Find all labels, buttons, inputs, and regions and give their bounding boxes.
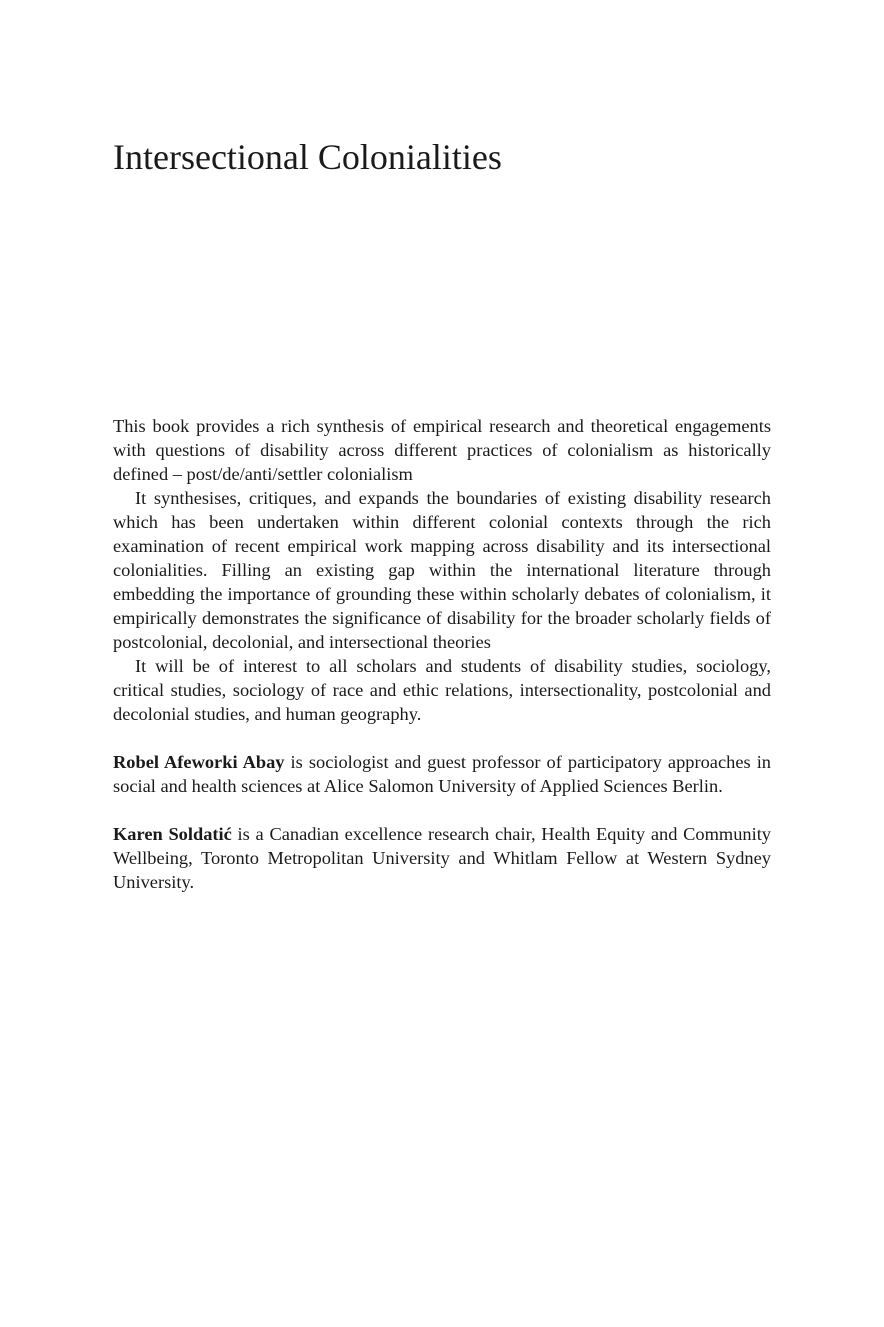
- author-bio-text-2: is a Canadian excellence research chair, Health Equity and Community Wellbeing, Toronto Metropolitan University and Whitlam Fellow at Western Sydney University.: [113, 824, 772, 892]
- description-paragraph-1: This book provides a rich synthesis of empirical research and theoretical engagements with questions of disability across different practices of colonialism as historically defined – post/de/anti/settler colonialism: [113, 416, 771, 484]
- description-paragraph-2: It synthesises, critiques, and expands the boundaries of existing disability research which has been undertaken within different colonial contexts through the rich examination of recent empirical work mapping across disability and its intersectional colonialities. Filling an existing gap within the international literature through embedding the importance of grounding these within scholarly debates of colonialism, it empirically demonstrates the significance of disability for the broader scholarly fields of postcolonial, decolonial, and intersectional theories: [113, 488, 771, 652]
- description-paragraph-3: It will be of interest to all scholars and students of disability studies, sociology, critical studies, sociology of race and ethic relations, intersectionality, postcolonial and decolonial studies, and human geography.: [113, 656, 771, 724]
- author-bio-text-1: is sociologist and guest professor of participatory approaches in social and health sciences at Alice Salomon University of Applied Sciences Berlin.: [113, 752, 771, 796]
- book-description: [113, 414, 771, 894]
- author-name-1: Robel Afeworki Abay: [113, 752, 285, 772]
- author-bio-1: [113, 750, 771, 798]
- author-name-2: Karen Soldatić: [113, 824, 232, 844]
- book-title: Intersectional Colonialities: [113, 137, 502, 177]
- author-bio-2: [113, 822, 771, 894]
